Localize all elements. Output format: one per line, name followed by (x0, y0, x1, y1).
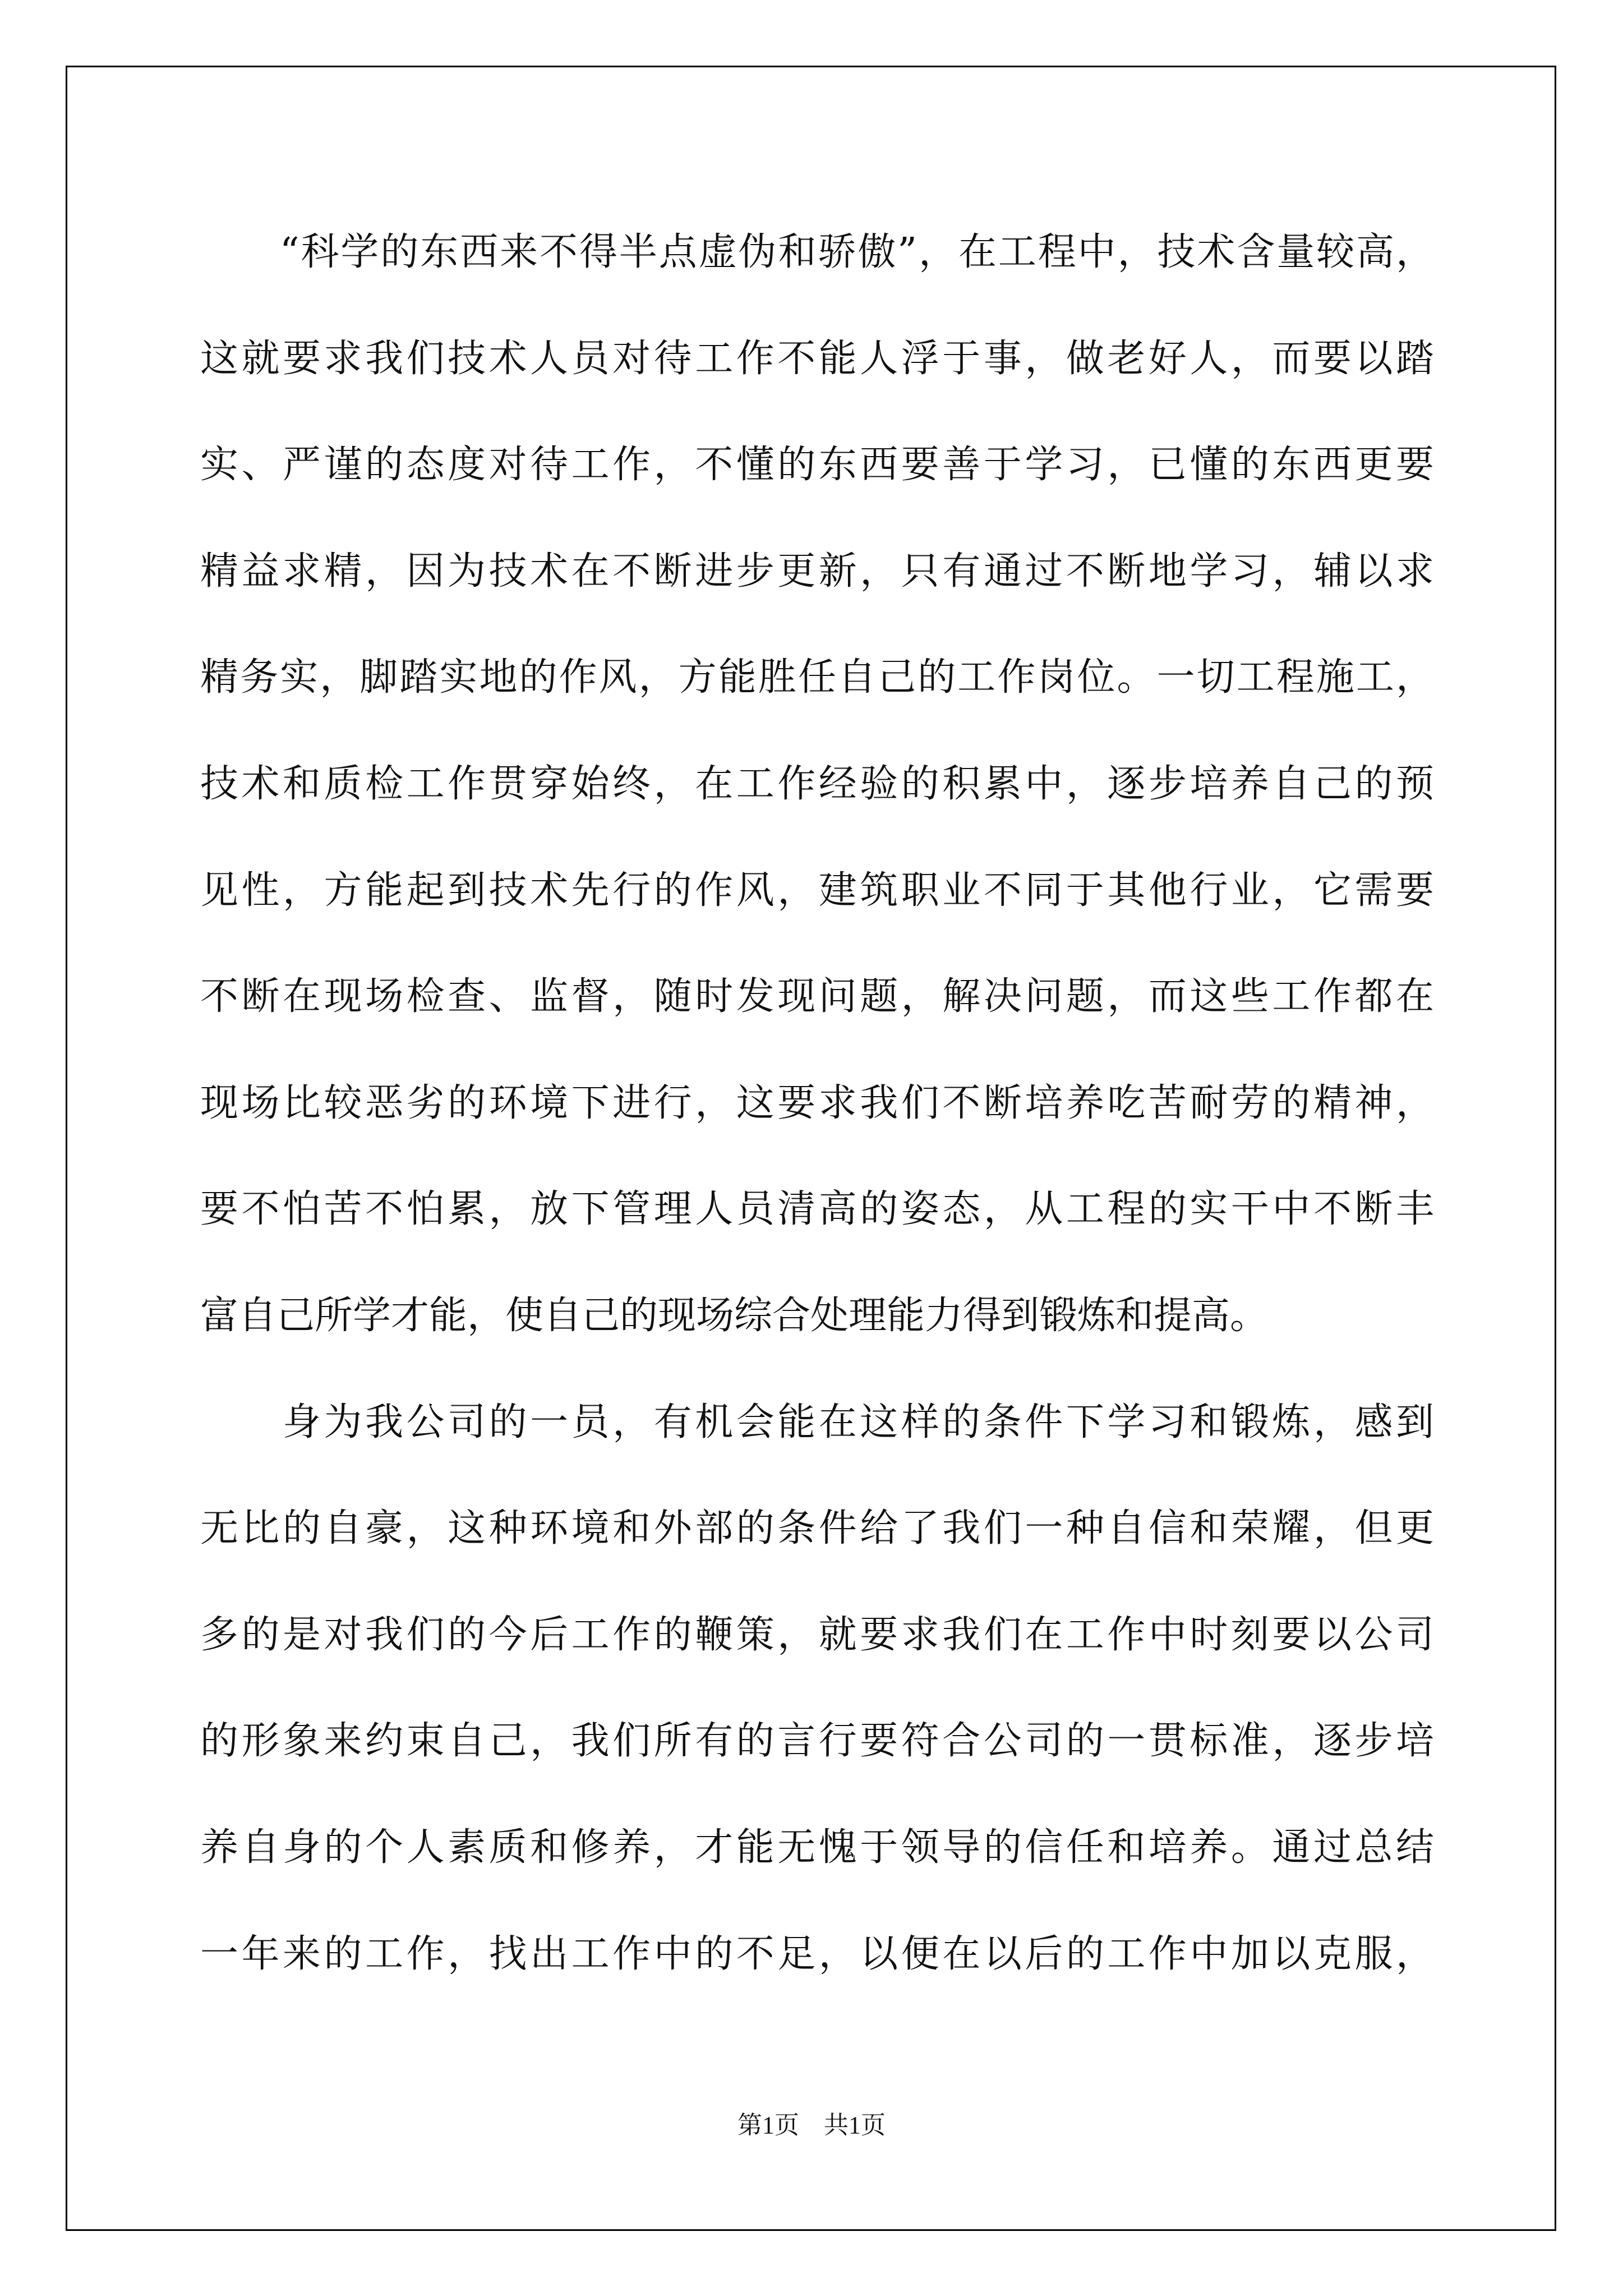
text-line: 一年来的工作，找出工作中的不足，以便在以后的工作中加以克服， (200, 1931, 1434, 1976)
text-line: 不断在现场检查、监督，随时发现问题，解决问题，而这些工作都在 (200, 974, 1434, 1019)
text-line: 精务实，脚踏实地的作风，方能胜任自己的工作岗位。一切工程施工， (200, 655, 1434, 700)
text-line: 无比的自豪，这种环境和外部的条件给了我们一种自信和荣耀，但更 (200, 1506, 1434, 1551)
text-line: 见性，方能起到技术先行的作风，建筑职业不同于其他行业，它需要 (200, 868, 1434, 913)
text-line: 养自身的个人素质和修养，才能无愧于领导的信任和培养。通过总结 (200, 1825, 1434, 1870)
text-line: 这就要求我们技术人员对待工作不能人浮于事，做老好人，而要以踏 (200, 336, 1434, 381)
text-line: 技术和质检工作贯穿始终，在工作经验的积累中，逐步培养自己的预 (200, 761, 1434, 806)
page-number-footer: 第1页 共1页 (737, 2111, 886, 2139)
text-line: “科学的东西来不得半点虚伪和骄傲”，在工程中，技术含量较高， (200, 230, 1434, 274)
text-line: 的形象来约束自己，我们所有的言行要符合公司的一贯标准，逐步培 (200, 1719, 1434, 1764)
text-line: 多的是对我们的今后工作的鞭策，就要求我们在工作中时刻要以公司 (200, 1612, 1434, 1657)
text-line: 身为我公司的一员，有机会能在这样的条件下学习和锻炼，感到 (200, 1400, 1434, 1444)
document-body (200, 199, 1434, 2007)
text-line: 精益求精，因为技术在不断进步更新，只有通过不断地学习，辅以求 (200, 549, 1434, 593)
text-line: 富自己所学才能，使自己的现场综合处理能力得到锻炼和提高。 (200, 1293, 1269, 1338)
text-line: 要不怕苦不怕累，放下管理人员清高的姿态，从工程的实干中不断丰 (200, 1187, 1434, 1232)
text-line: 现场比较恶劣的环境下进行，这要求我们不断培养吃苦耐劳的精神， (200, 1080, 1434, 1125)
text-line: 实、严谨的态度对待工作，不懂的东西要善于学习，已懂的东西更要 (200, 443, 1434, 487)
